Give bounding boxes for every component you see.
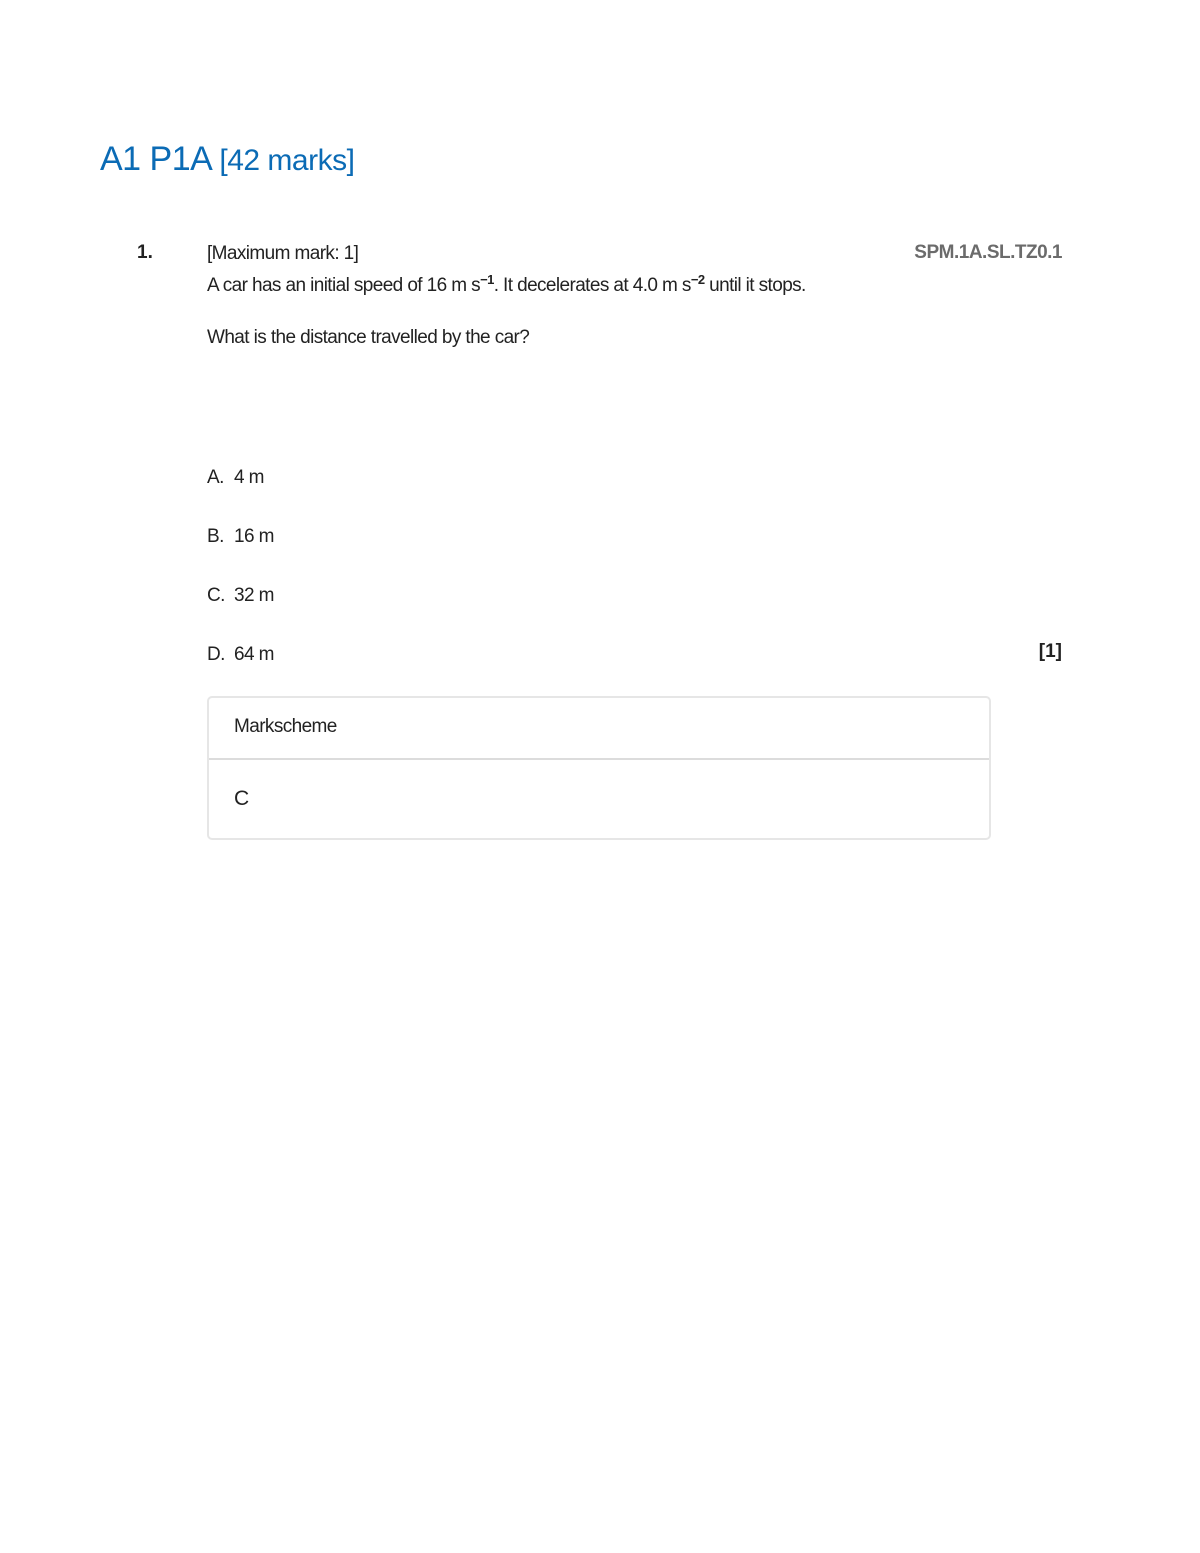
stem-exponent-1: −1 <box>480 272 494 287</box>
question-mark-value: [1] <box>1038 641 1062 662</box>
option-text: 4 m <box>234 467 264 488</box>
stem-text-1: A car has an initial speed of 16 m s <box>207 275 481 296</box>
option-letter: A. <box>207 467 224 488</box>
markscheme-panel <box>207 696 991 840</box>
option-c <box>207 582 274 641</box>
question-prompt: What is the distance travelled by the car? <box>207 327 530 348</box>
option-text: 64 m <box>234 644 274 665</box>
answer-options <box>207 464 274 700</box>
total-marks: [42 marks] <box>219 144 355 177</box>
stem-text-3: until it stops. <box>704 275 806 296</box>
option-letter: D. <box>207 644 225 665</box>
stem-exponent-2: −2 <box>690 272 705 287</box>
option-text: 16 m <box>234 526 274 547</box>
paper-title: A1 P1A <box>100 140 211 178</box>
maximum-mark: [Maximum mark: 1] <box>207 243 359 264</box>
question-stem <box>207 268 897 304</box>
option-d <box>207 641 274 700</box>
option-letter: B. <box>207 526 224 547</box>
page-title <box>100 140 354 179</box>
markscheme-answer: C <box>234 787 250 810</box>
question-reference: SPM.1A.SL.TZ0.1 <box>914 242 1062 263</box>
question-number: 1. <box>137 242 153 263</box>
option-a <box>207 464 274 523</box>
option-b <box>207 523 274 582</box>
option-text: 32 m <box>234 585 274 606</box>
stem-text-2: . It decelerates at 4.0 m s <box>493 275 691 296</box>
question-body <box>207 240 897 352</box>
markscheme-heading: Markscheme <box>209 698 989 760</box>
option-letter: C. <box>207 585 225 606</box>
